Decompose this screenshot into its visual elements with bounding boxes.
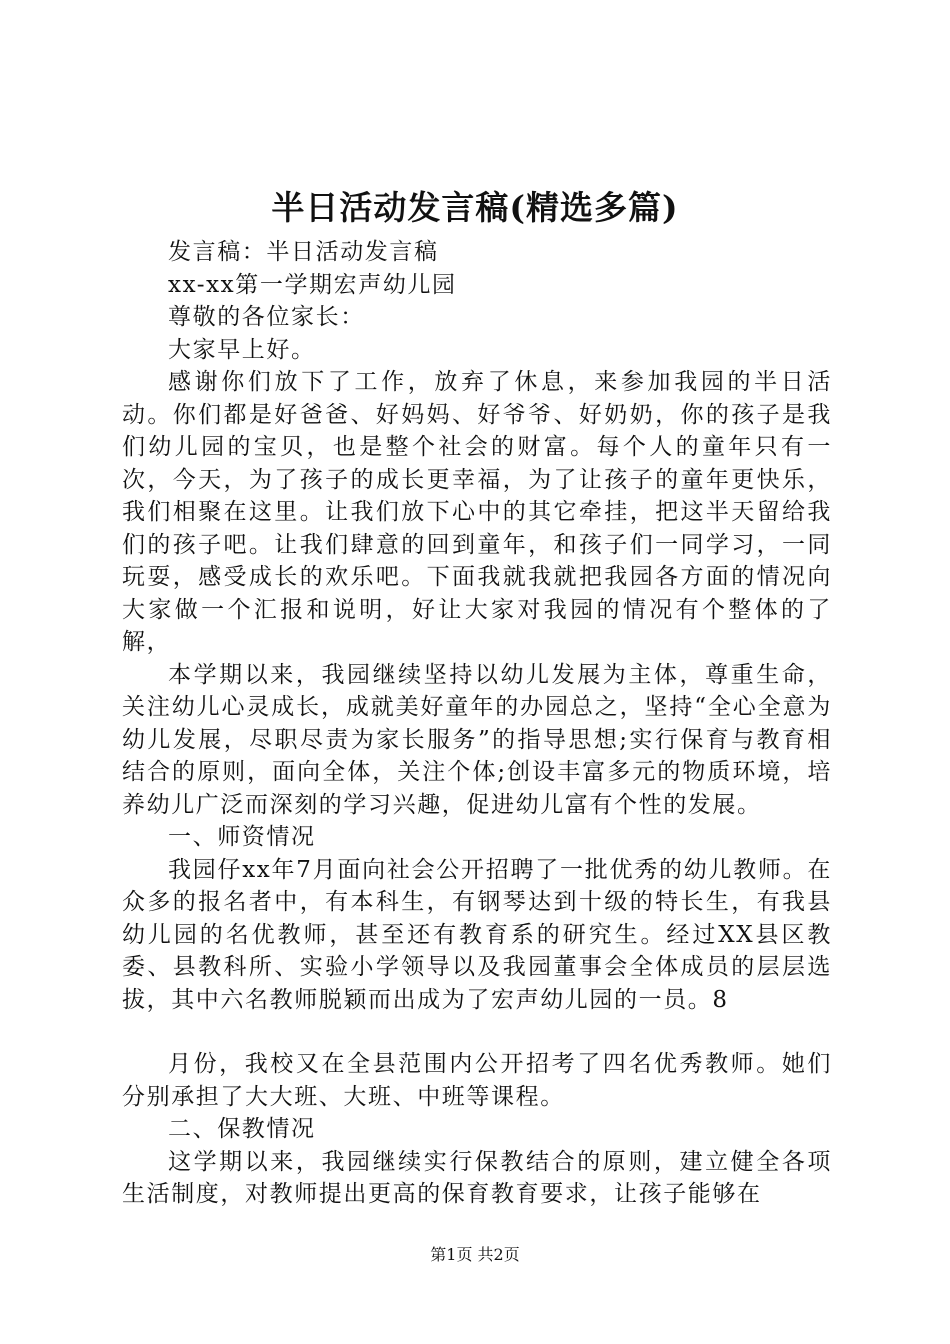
paragraph-school-term: xx-xx第一学期宏声幼儿园: [168, 271, 457, 298]
paragraph-care-education: 这学期以来，我园继续实行保教结合的原则，建立健全各项生活制度，对教师提出更高的保育教育要求，让孩子能够在: [122, 1148, 832, 1207]
paragraph-semester-overview: 本学期以来，我园继续坚持以幼儿发展为主体，尊重生命，关注幼儿心灵成长，成就美好童年的办园总之，坚持“全心全意为幼儿发展，尽职尽责为家长服务”的指导思想;实行保育与教育相结合的原则，面向全体，关注个体;创设丰富多元的物质环境，培养幼儿广泛而深刻的学习兴趣，促进幼儿富有个性的发展。: [122, 661, 832, 818]
paragraph-teachers-august: 月份，我校又在全县范围内公开招考了四名优秀教师。她们分别承担了大大班、大班、中班等课程。: [122, 1051, 832, 1110]
section-heading-teachers: 一、师资情况: [168, 824, 316, 850]
document-title: 半日活动发言稿(精选多篇): [271, 188, 679, 227]
document-body: [122, 236, 832, 1211]
paragraph-gap: [122, 1016, 832, 1048]
page-number-footer: 第1页 共2页: [430, 1245, 520, 1264]
paragraph-thanks: 感谢你们放下了工作，放弃了休息，来参加我园的半日活动。你们都是好爸爸、好妈妈、好爷爷、好奶奶，你的孩子是我们幼儿园的宝贝，也是整个社会的财富。每个人的童年只有一次，今天，为了孩子的成长更幸福，为了让孩子的童年更快乐，我们相聚在这里。让我们放下心中的其它牵挂，把这半天留给我们的孩子吧。让我们肆意的回到童年，和孩子们一同学习，一同玩耍，感受成长的欢乐吧。下面我就我就把我园各方面的情况向大家做一个汇报和说明，好让大家对我园的情况有个整体的了解，: [122, 369, 832, 655]
paragraph-greeting: 大家早上好。: [168, 336, 316, 363]
section-heading-care-education: 二、保教情况: [168, 1116, 316, 1142]
paragraph-salutation: 尊敬的各位家长：: [168, 304, 365, 330]
paragraph-speech-label: 发言稿：半日活动发言稿: [168, 239, 439, 265]
paragraph-teachers-recruitment: 我园仔xx年7月面向社会公开招聘了一批优秀的幼儿教师。在众多的报名者中，有本科生，有钢琴达到十级的特长生，有我县幼儿园的名优教师，甚至还有教育系的研究生。经过XX县区教委、县教科所、实验小学领导以及我园董事会全体成员的层层选拔，其中六名教师脱颖而出成为了宏声幼儿园的一员。8: [122, 856, 832, 1013]
